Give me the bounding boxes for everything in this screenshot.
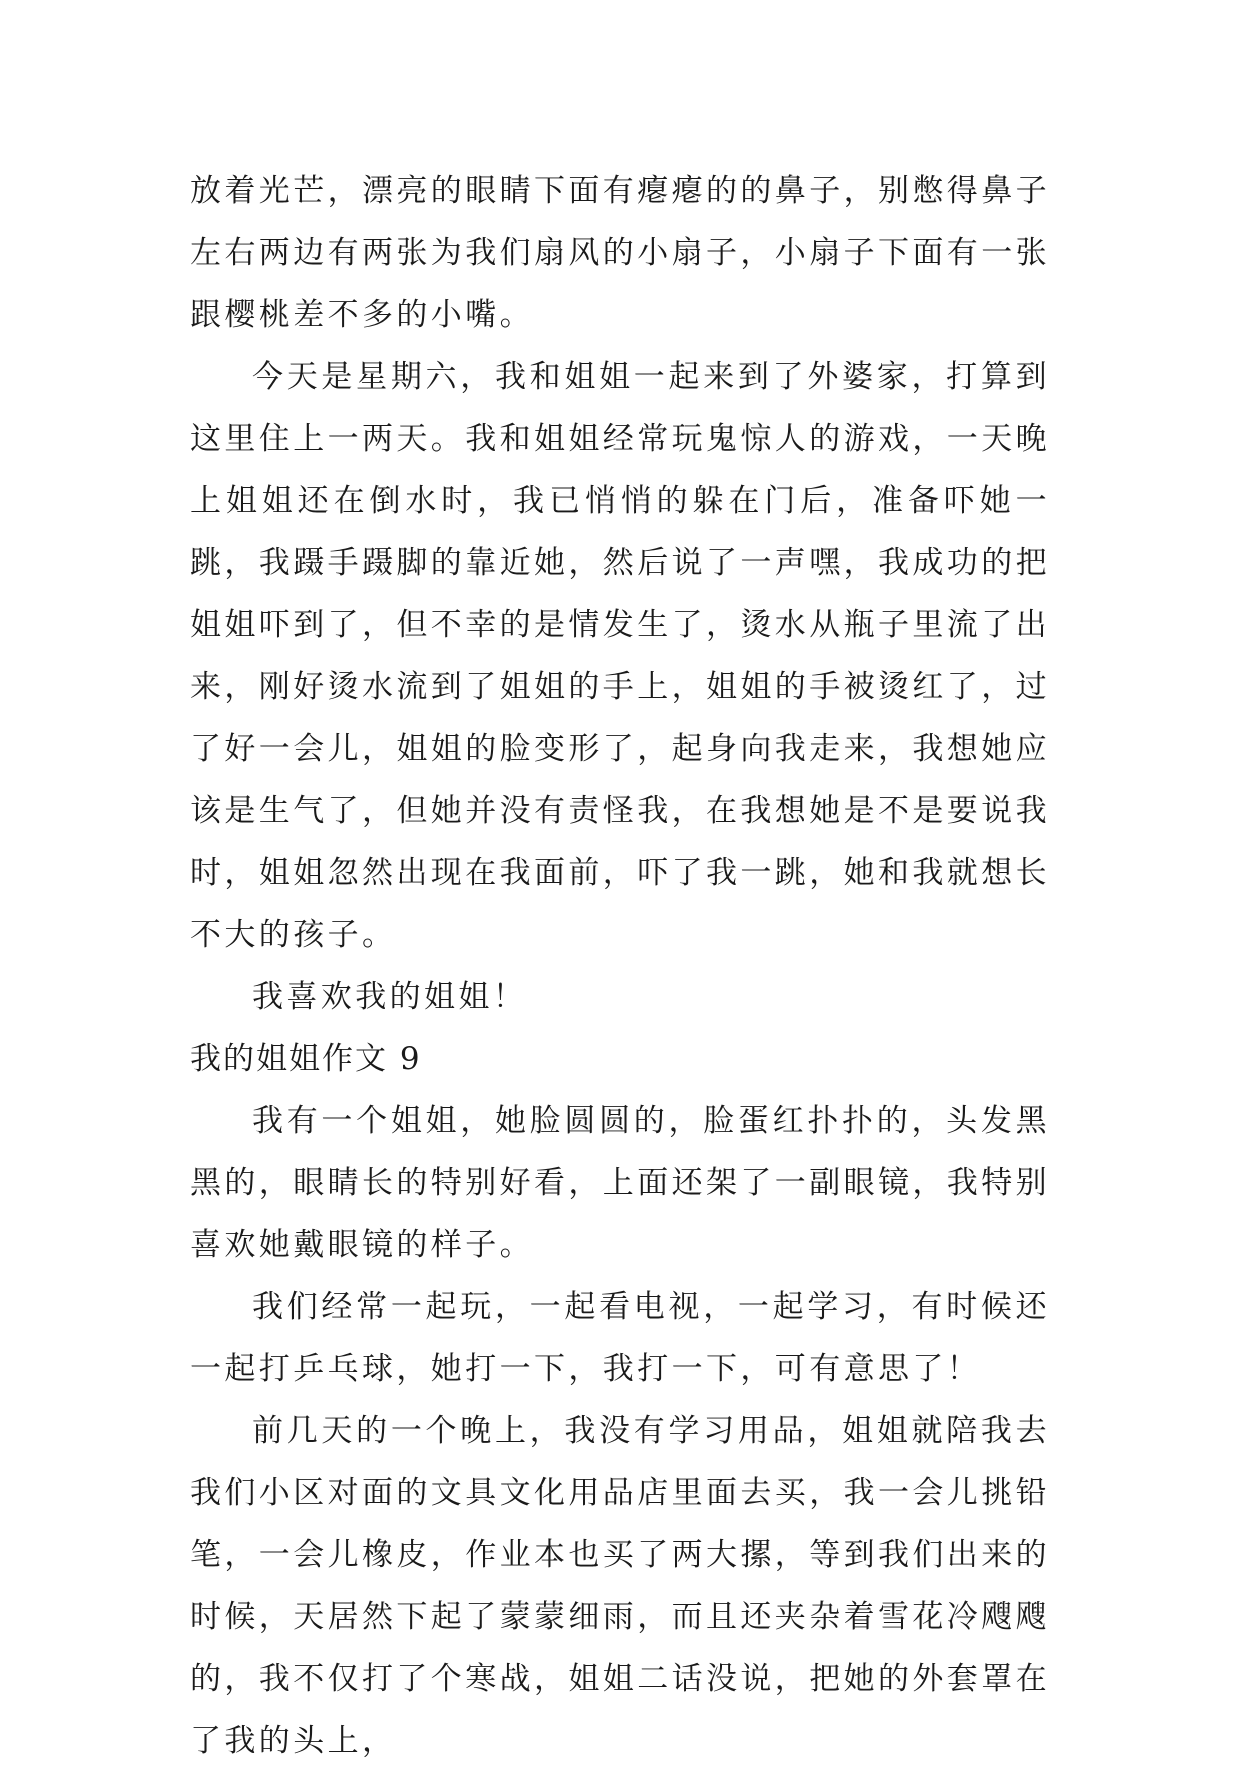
section-title: 我的姐姐作文 9 (190, 1041, 422, 1077)
essay-body (190, 160, 1050, 1772)
paragraph-closing: 我喜欢我的姐姐！ (252, 979, 528, 1015)
paragraph-continued: 放着光芒，漂亮的眼睛下面有瘪瘪的的鼻子，别憋得鼻子左右两边有两张为我们扇风的小扇子，小扇子下面有一张跟樱桃差不多的小嘴。 (190, 173, 1050, 333)
paragraph-intro: 我有一个姐姐，她脸圆圆的，脸蛋红扑扑的，头发黑黑的，眼睛长的特别好看，上面还架了一副眼镜，我特别喜欢她戴眼镜的样子。 (190, 1103, 1050, 1263)
paragraph-shopping: 前几天的一个晚上，我没有学习用品，姐姐就陪我去我们小区对面的文具文化用品店里面去买，我一会儿挑铅笔，一会儿橡皮，作业本也买了两大摞，等到我们出来的时候，天居然下起了蒙蒙细雨，而且还夹杂着雪花冷飕飕的，我不仅打了个寒战，姐姐二话没说，把她的外套罩在了我的头上， (190, 1413, 1050, 1759)
paragraph-play: 我们经常一起玩，一起看电视，一起学习，有时候还一起打乒乓球，她打一下，我打一下，可有意思了！ (190, 1289, 1050, 1387)
paragraph-saturday: 今天是星期六，我和姐姐一起来到了外婆家，打算到这里住上一两天。我和姐姐经常玩鬼惊人的游戏，一天晚上姐姐还在倒水时，我已悄悄的躲在门后，准备吓她一跳，我蹑手蹑脚的靠近她，然后说了一声嘿，我成功的把姐姐吓到了，但不幸的是情发生了，烫水从瓶子里流了出来，刚好烫水流到了姐姐的手上，姐姐的手被烫红了，过了好一会儿，姐姐的脸变形了，起身向我走来，我想她应该是生气了，但她并没有责怪我，在我想她是不是要说我时，姐姐忽然出现在我面前，吓了我一跳，她和我就想长不大的孩子。 (190, 359, 1050, 953)
